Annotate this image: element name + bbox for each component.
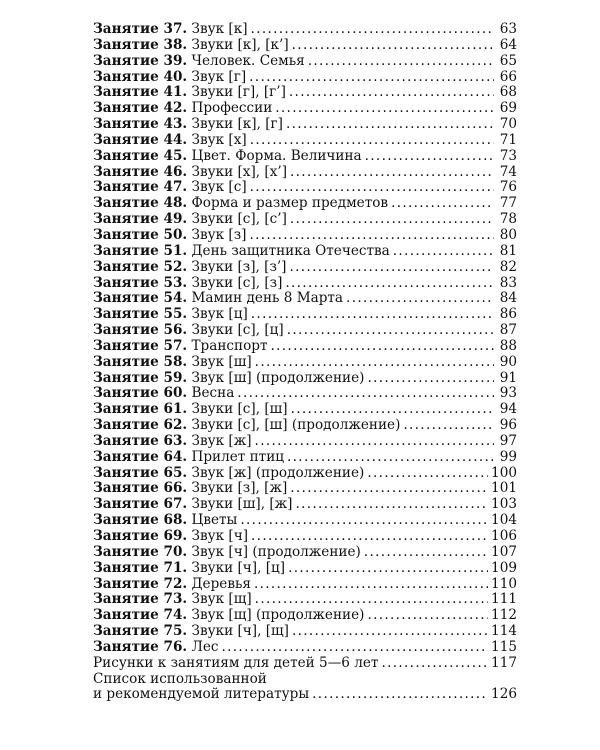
toc-entry-title	[93, 260, 287, 276]
lesson-label: Занятие 40.	[93, 68, 188, 85]
toc-entry-page: 93	[499, 385, 517, 402]
toc-entry-page: 104	[491, 512, 517, 529]
toc-entry-title	[93, 133, 247, 149]
toc-entry-title	[93, 228, 246, 244]
toc-entry	[93, 497, 517, 513]
toc-entry	[93, 450, 517, 466]
toc-entry	[93, 260, 517, 276]
lesson-label: Занятие 55.	[93, 306, 188, 323]
lesson-title: Прилет птиц	[191, 448, 285, 465]
toc-entry-page: 115	[491, 638, 517, 655]
lesson-title: Форма и размер предметов	[191, 195, 389, 212]
lesson-label: Занятие 59.	[93, 369, 188, 386]
lesson-title: Звуки [ч], [щ]	[191, 623, 289, 640]
dot-leader	[289, 85, 494, 101]
toc-entry-page: 68	[499, 84, 517, 101]
toc-entry	[93, 466, 517, 482]
toc-entry-title	[93, 418, 400, 434]
toc-entry-title-line2: и рекомендуемой литературы	[93, 686, 310, 703]
lesson-title: Звук [х]	[191, 131, 247, 148]
lesson-title: Звук [ж]	[191, 432, 252, 449]
toc-entry-page: 97	[499, 432, 517, 449]
dot-leader	[364, 545, 488, 561]
lesson-title: Звуки [с], [ц]	[191, 322, 284, 339]
lesson-label: Занятие 46.	[93, 163, 188, 180]
toc-entry-page: 106	[491, 528, 517, 544]
toc-entry-title	[93, 196, 388, 212]
toc-entry	[93, 561, 517, 577]
dot-leader	[251, 22, 494, 38]
lesson-label: Занятие 39.	[93, 52, 188, 69]
lesson-label: Занятие 51.	[93, 242, 188, 259]
lesson-title: Звук [ш]	[191, 353, 252, 370]
lesson-label: Занятие 68.	[93, 512, 188, 529]
toc-entry	[93, 180, 517, 196]
lesson-title: Мамин день 8 Марта	[191, 290, 344, 307]
toc-entry-page: 69	[499, 100, 517, 117]
lesson-label: Занятие 74.	[93, 607, 188, 624]
toc-entry	[93, 434, 517, 450]
dot-leader	[367, 371, 494, 387]
dot-leader	[291, 402, 494, 418]
toc-entry	[93, 54, 517, 70]
toc-entry-page: 81	[499, 242, 517, 259]
dot-leader	[290, 212, 494, 228]
lesson-label: Занятие 76.	[93, 638, 188, 655]
toc-entry	[93, 418, 517, 434]
toc-entry	[93, 577, 517, 593]
toc-entry-title-line1: Список использованной	[93, 670, 267, 687]
toc-entry-title	[93, 624, 289, 640]
dot-leader	[285, 276, 494, 292]
lesson-label: Занятие 69.	[93, 528, 188, 544]
lesson-title: Лес	[191, 638, 219, 655]
toc-entry-page: 63	[499, 21, 517, 37]
lesson-title: Звук [з]	[191, 226, 247, 243]
toc-entry-literature	[93, 672, 517, 704]
dot-leader	[367, 608, 488, 624]
dot-leader	[251, 307, 494, 323]
dot-leader	[287, 450, 494, 466]
toc-entry-page: 100	[491, 464, 517, 481]
toc-entry-title	[93, 212, 287, 228]
lesson-label: Занятие 58.	[93, 353, 188, 370]
lesson-label: Занятие 43.	[93, 116, 188, 133]
dot-leader	[222, 640, 489, 656]
toc-entry	[93, 481, 517, 497]
lesson-label: Занятие 73.	[93, 591, 188, 608]
toc-entry-page: 87	[499, 322, 517, 339]
lesson-label: Занятие 37.	[93, 21, 188, 37]
toc-entry-title	[93, 434, 252, 450]
lesson-title: Звук [г]	[191, 68, 247, 85]
lesson-label: Занятие 57.	[93, 337, 188, 354]
dot-leader	[391, 196, 494, 212]
lesson-label: Занятие 44.	[93, 131, 188, 148]
toc-entry	[93, 355, 517, 371]
dot-leader	[308, 54, 494, 70]
toc-entry	[93, 70, 517, 86]
lesson-label: Занятие 52.	[93, 258, 188, 275]
lesson-title: Звук [ж] (продолжение)	[191, 464, 365, 481]
toc-entry-page: 66	[499, 68, 517, 85]
toc-entry-title	[93, 466, 364, 482]
toc-entry-page: 94	[499, 401, 517, 418]
dot-leader	[287, 323, 494, 339]
toc-entry	[93, 276, 517, 292]
toc-entry	[93, 165, 517, 181]
toc-entry	[93, 22, 517, 38]
lesson-label: Занятие 70.	[93, 543, 188, 560]
lesson-label: Занятие 42.	[93, 100, 188, 117]
toc-entry-title	[93, 371, 364, 387]
dot-leader	[290, 481, 488, 497]
dot-leader	[254, 577, 488, 593]
dot-leader	[251, 529, 488, 545]
dot-leader	[365, 149, 494, 165]
lesson-label: Занятие 66.	[93, 480, 188, 497]
dot-leader	[403, 418, 494, 434]
lesson-title: Звуки [с], [ш] (продолжение)	[191, 417, 401, 434]
toc-entry-title	[93, 386, 234, 402]
toc-entry-page: 71	[499, 131, 517, 148]
toc-entry-title	[93, 70, 246, 86]
dot-leader	[381, 656, 488, 672]
dot-leader	[271, 339, 495, 355]
lesson-label: Занятие 50.	[93, 226, 188, 243]
toc-entry	[93, 291, 517, 307]
toc-entry-title	[93, 497, 292, 513]
lesson-title: Звук [с]	[191, 179, 247, 196]
lesson-title: Звуки [с], [ш]	[191, 401, 288, 418]
toc-entry-title	[93, 608, 364, 624]
toc-entry-page: 103	[491, 496, 517, 513]
toc-entry-title: Рисунки к занятиям для детей 5—6 лет	[93, 654, 379, 671]
toc-entry	[93, 133, 517, 149]
dot-leader	[286, 117, 494, 133]
lesson-label: Занятие 41.	[93, 84, 188, 101]
toc-entry	[93, 386, 517, 402]
toc-entry-title	[93, 323, 284, 339]
toc-entry	[93, 244, 517, 260]
toc-entry-title	[93, 481, 287, 497]
toc-entry-page: 64	[499, 36, 517, 53]
lesson-title: Звук [щ]	[191, 591, 252, 608]
toc-entry-page: 80	[499, 226, 517, 243]
toc-entry	[93, 339, 517, 355]
toc-entry-title	[93, 529, 248, 545]
toc-entry	[93, 608, 517, 624]
toc-entry-page: 82	[499, 258, 517, 275]
dot-leader	[249, 228, 494, 244]
dot-leader	[250, 133, 494, 149]
toc-entry-title	[93, 85, 286, 101]
dot-leader	[255, 434, 494, 450]
lesson-label: Занятие 53.	[93, 274, 188, 291]
toc-entry	[93, 592, 517, 608]
lesson-title: Звук [ч]	[191, 528, 249, 544]
dot-leader	[275, 101, 494, 117]
toc-entry	[93, 228, 517, 244]
lesson-label: Занятие 65.	[93, 464, 188, 481]
toc-entry-title	[93, 592, 252, 608]
lesson-title: День защитника Отечества	[191, 242, 390, 259]
toc-entry-title	[93, 54, 305, 70]
toc-entry-page: 78	[499, 211, 517, 228]
toc-entry-page: 73	[499, 147, 517, 164]
lesson-title: Звук [ш] (продолжение)	[191, 369, 365, 386]
lesson-title: Весна	[191, 385, 235, 402]
toc-entry-drawings	[93, 656, 517, 672]
lesson-list	[93, 22, 517, 656]
toc-entry-title	[93, 355, 252, 371]
lesson-label: Занятие 47.	[93, 179, 188, 196]
lesson-label: Занятие 49.	[93, 211, 188, 228]
toc-entry	[93, 85, 517, 101]
lesson-title: Транспорт	[191, 337, 268, 354]
toc-entry-title	[93, 22, 248, 38]
toc-entry-page: 99	[499, 448, 517, 465]
dot-leader	[240, 513, 488, 529]
lesson-title: Звуки [х], [х’]	[191, 163, 287, 180]
dot-leader	[292, 624, 488, 640]
toc-entry-title	[93, 450, 284, 466]
toc-entry-title	[93, 577, 251, 593]
toc-entry-page: 70	[499, 116, 517, 133]
lesson-title: Звук [ц]	[191, 306, 248, 323]
toc-entry-page: 76	[499, 179, 517, 196]
toc-entry-page: 74	[499, 163, 517, 180]
toc-entry-title	[93, 165, 287, 181]
toc-entry-page: 107	[491, 543, 517, 560]
toc-entry-page: 126	[491, 686, 517, 703]
dot-leader	[255, 355, 494, 371]
toc-entry-page: 83	[499, 274, 517, 291]
toc-entry	[93, 545, 517, 561]
toc-entry-page: 77	[499, 195, 517, 212]
toc-entry-page: 117	[491, 654, 517, 671]
toc-entry-title	[93, 291, 343, 307]
lesson-label: Занятие 60.	[93, 385, 188, 402]
lesson-title: Звук [ч] (продолжение)	[191, 543, 361, 560]
lesson-title: Звуки [г], [г’]	[191, 84, 286, 101]
lesson-title: Звуки [з], [ж]	[191, 480, 288, 497]
lesson-label: Занятие 75.	[93, 623, 188, 640]
table-of-contents	[93, 22, 517, 703]
dot-leader	[255, 592, 488, 608]
dot-leader	[237, 386, 494, 402]
toc-entry-title	[93, 180, 247, 196]
toc-entry-page: 112	[491, 607, 517, 624]
dot-leader	[250, 180, 494, 196]
toc-entry-page: 91	[499, 369, 517, 386]
toc-entry	[93, 149, 517, 165]
lesson-label: Занятие 67.	[93, 496, 188, 513]
lesson-label: Занятие 71.	[93, 559, 188, 576]
toc-entry-title	[93, 339, 268, 355]
toc-entry-title	[93, 117, 283, 133]
toc-entry	[93, 117, 517, 133]
lesson-title: Деревья	[191, 575, 251, 592]
toc-entry	[93, 624, 517, 640]
dot-leader	[292, 38, 494, 54]
toc-entry-title	[93, 402, 288, 418]
lesson-title: Звуки [с], [з]	[191, 274, 283, 291]
toc-entry-title	[93, 38, 289, 54]
toc-entry-title	[93, 561, 285, 577]
toc-entry-title	[93, 276, 282, 292]
toc-entry-page: 114	[491, 623, 517, 640]
toc-entry	[93, 529, 517, 545]
toc-entry-title	[93, 640, 219, 656]
toc-entry-title	[93, 513, 237, 529]
toc-entry	[93, 196, 517, 212]
toc-entry-title	[93, 545, 361, 561]
dot-leader	[288, 561, 488, 577]
lesson-label: Занятие 56.	[93, 322, 188, 339]
lesson-label: Занятие 64.	[93, 448, 188, 465]
dot-leader	[295, 497, 488, 513]
dot-leader	[249, 70, 494, 86]
dot-leader	[346, 291, 494, 307]
lesson-title: Звук [щ] (продолжение)	[191, 607, 365, 624]
lesson-label: Занятие 62.	[93, 417, 188, 434]
toc-entry-page: 101	[491, 480, 517, 497]
lesson-title: Цвет. Форма. Величина	[191, 147, 362, 164]
lesson-label: Занятие 72.	[93, 575, 188, 592]
toc-entry	[93, 402, 517, 418]
toc-entry-page: 86	[499, 306, 517, 323]
toc-entry-page: 88	[499, 337, 517, 354]
lesson-title: Звуки [ч], [ц]	[191, 559, 286, 576]
toc-entry	[93, 101, 517, 117]
toc-entry	[93, 371, 517, 387]
toc-entry-page: 65	[499, 52, 517, 69]
toc-entry-page: 96	[499, 417, 517, 434]
dot-leader	[312, 687, 488, 703]
lesson-title: Профессии	[191, 100, 273, 117]
lesson-title: Звуки [с], [с’]	[191, 211, 287, 228]
lesson-label: Занятие 61.	[93, 401, 188, 418]
lesson-title: Звуки [к], [г]	[191, 116, 283, 133]
toc-entry-title	[93, 149, 362, 165]
lesson-title: Звуки [з], [з’]	[191, 258, 287, 275]
toc-entry-title	[93, 244, 390, 260]
lesson-title: Звуки [ш], [ж]	[191, 496, 293, 513]
toc-entry-page: 90	[499, 353, 517, 370]
lesson-label: Занятие 54.	[93, 290, 188, 307]
toc-entry	[93, 640, 517, 656]
toc-entry	[93, 307, 517, 323]
dot-leader	[290, 260, 495, 276]
toc-entry	[93, 323, 517, 339]
toc-entry-page: 110	[491, 575, 517, 592]
lesson-title: Цветы	[191, 512, 238, 529]
toc-entry-page: 111	[491, 591, 517, 608]
dot-leader	[367, 466, 488, 482]
toc-entry-title	[93, 307, 248, 323]
toc-entry-page: 84	[499, 290, 517, 307]
lesson-title: Звуки [к], [к’]	[191, 36, 289, 53]
dot-leader	[290, 165, 494, 181]
dot-leader	[393, 244, 494, 260]
toc-entry-title	[93, 101, 272, 117]
lesson-label: Занятие 48.	[93, 195, 188, 212]
lesson-label: Занятие 45.	[93, 147, 188, 164]
toc-entry	[93, 212, 517, 228]
lesson-title: Звук [к]	[191, 21, 248, 37]
lesson-label: Занятие 38.	[93, 36, 188, 53]
lesson-title: Человек. Семья	[191, 52, 305, 69]
toc-entry-page: 109	[491, 559, 517, 576]
toc-entry	[93, 513, 517, 529]
toc-entry	[93, 38, 517, 54]
lesson-label: Занятие 63.	[93, 432, 188, 449]
